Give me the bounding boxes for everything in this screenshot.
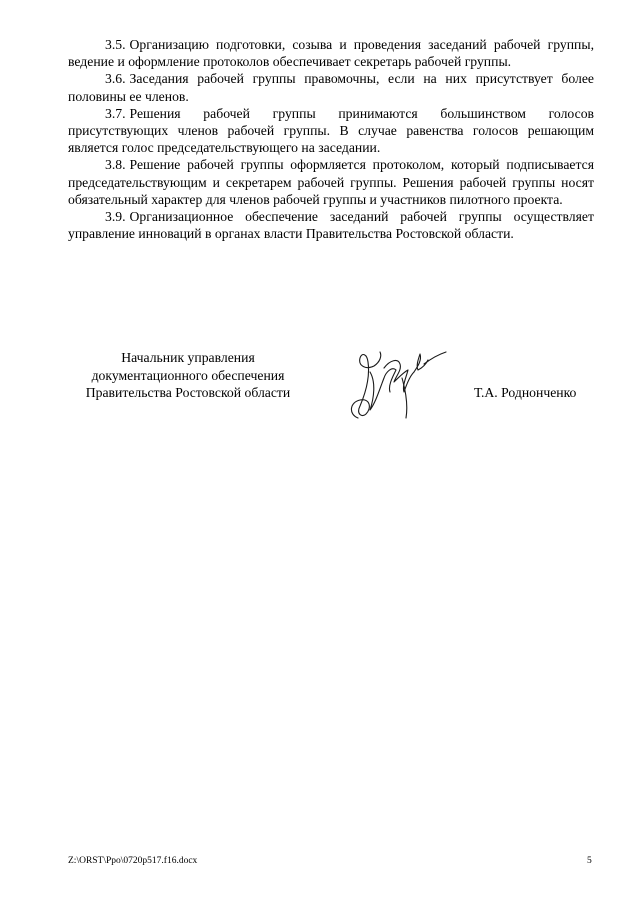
signatory-position-line: Правительства Ростовской области [85,385,291,401]
paragraph-text: Организацию подготовки, созыва и проведения заседаний рабочей группы, ведение и оформление протоколов обеспечивает секретарь рабочей группы. [68,37,594,70]
paragraph-3-8 [68,156,594,208]
footer-page-number: 5 [587,856,592,866]
paragraph-text: Решения рабочей группы принимаются большинством голосов присутствующих членов рабочей группы. В случае равенства голосов решающим является голос председательствующего на заседании. [68,105,594,156]
paragraph-number: 3.5. [105,37,126,52]
signatory-name: Т.А. Роднонченко [474,385,577,400]
handwritten-signature [340,342,455,424]
paragraph-text: Организационное обеспечение заседаний рабочей группы осуществляет управление инноваций в органах власти Правительства Ростовской области. [68,209,594,242]
footer-file-path: Z:\ORST\Ppo\0720p517.f16.docx [68,856,198,866]
paragraph-number: 3.8. [105,157,126,173]
paragraph-number: 3.7. [105,105,126,121]
document-body [68,36,594,242]
paragraph-text: Заседания рабочей группы правомочны, если на них присутствует более половины ее членов. [68,71,594,104]
signatory-position-line: документационного обеспечения [91,367,285,383]
paragraph-number: 3.6. [105,71,126,87]
signatory-position-line: Начальник управления [121,350,255,365]
paragraph-3-5 [68,36,594,70]
paragraph-number: 3.9. [105,209,126,225]
paragraph-3-9 [68,208,594,242]
paragraph-text: Решение рабочей группы оформляется протоколом, который подписывается председательствующим и секретарем рабочей группы. Решения рабочей группы носят обязательный характер для членов рабочей группы и участников пилотного проекта. [68,157,594,207]
paragraph-3-6 [68,70,594,104]
paragraph-3-7 [68,105,594,157]
signatory-position [68,349,308,402]
